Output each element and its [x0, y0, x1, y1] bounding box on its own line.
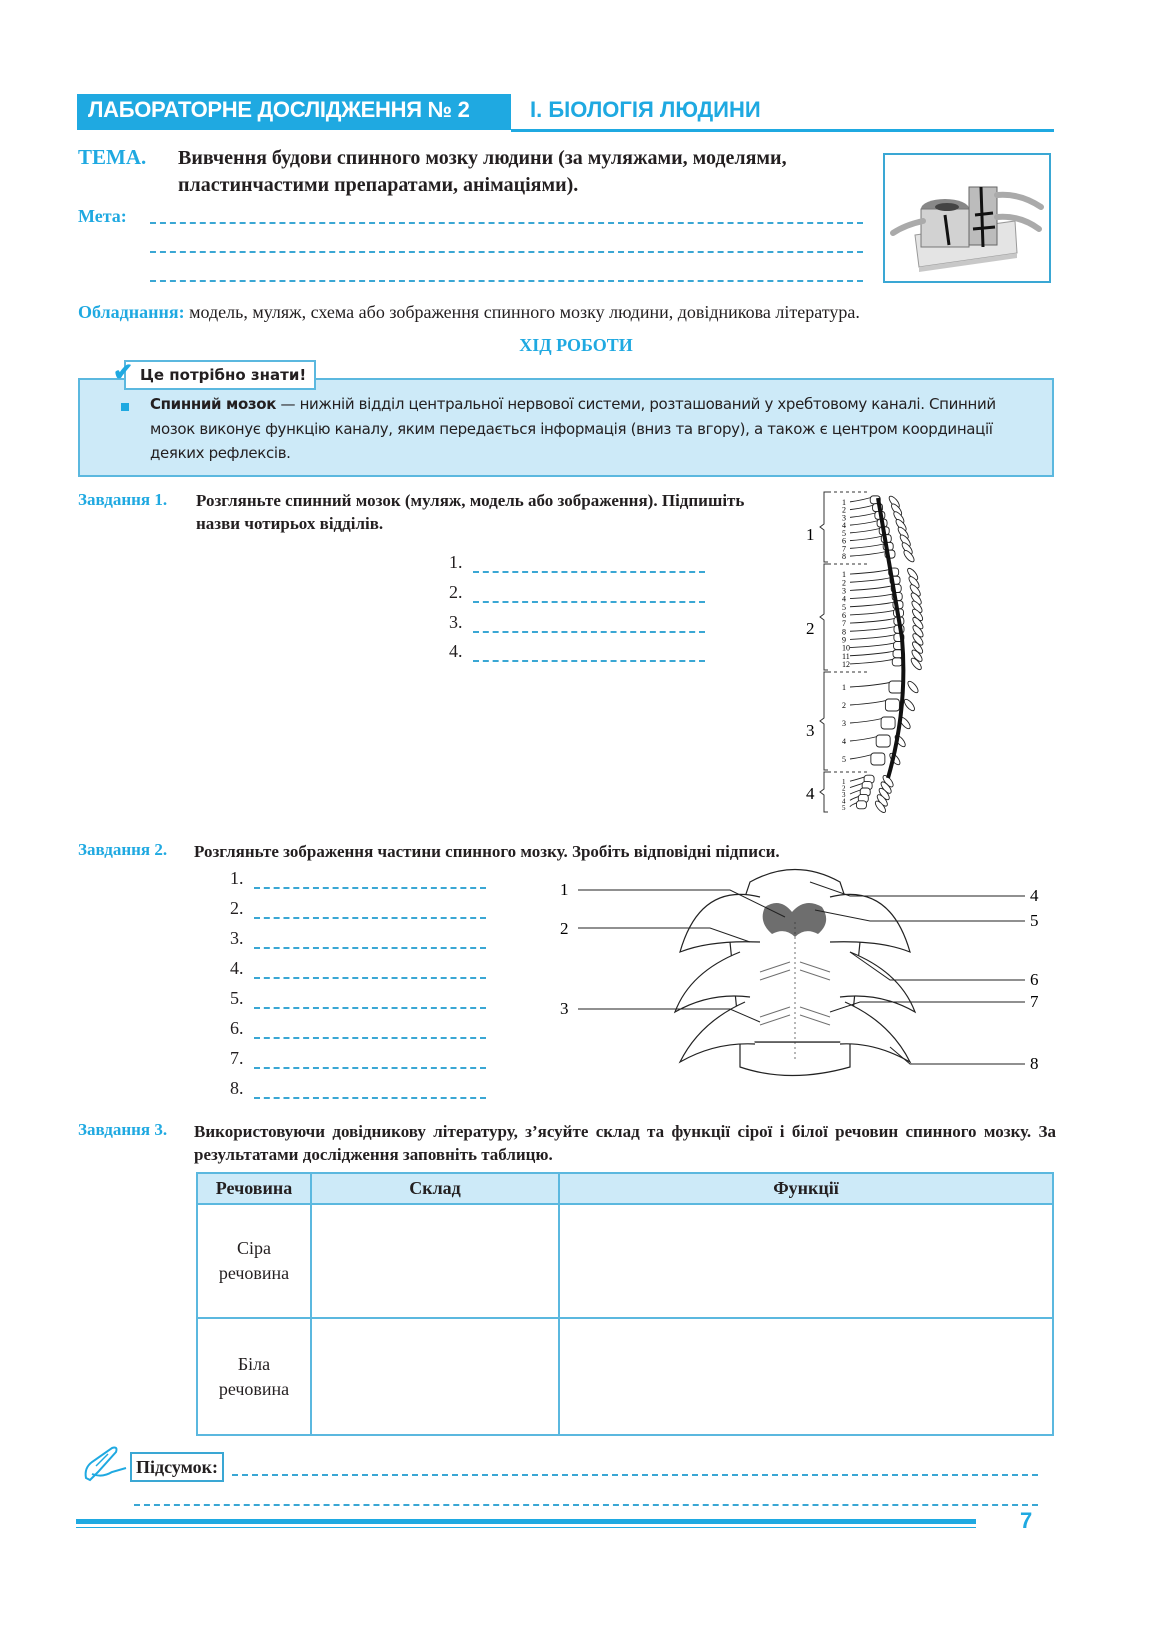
- summary-input-line-1[interactable]: [232, 1474, 1038, 1476]
- segment-number: 4: [842, 521, 846, 531]
- task3-label: Завдання 3.: [78, 1120, 168, 1139]
- goal-input-line-1[interactable]: [150, 222, 863, 224]
- answer-line[interactable]: [254, 1025, 486, 1039]
- figure-label-1: 1: [560, 880, 569, 899]
- header-substance: Речовина: [197, 1173, 311, 1204]
- answer-line[interactable]: [473, 589, 705, 603]
- lab-title: ЛАБОРАТОРНЕ ДОСЛІДЖЕННЯ № 2: [88, 97, 470, 122]
- info-definition: — нижній відділ центральної нервової системи, розташований у хребтовому каналі. Спинний мозок виконує функцію каналу, яким передається інформація (вниз та вгору), а також є центром координації деяких рефлексів.: [150, 395, 996, 462]
- answer-line[interactable]: [473, 559, 705, 573]
- figure-label-4: 4: [1030, 886, 1039, 905]
- writing-hand-icon: [82, 1444, 130, 1484]
- figure-label-6: 6: [1030, 970, 1039, 989]
- figure-label-7: 7: [1030, 992, 1039, 1011]
- segment-number: 3: [842, 791, 846, 799]
- vertebra: [892, 658, 902, 666]
- spinal-nerve: [850, 601, 899, 607]
- section-bracket: [820, 672, 828, 770]
- goal-input-line-2[interactable]: [150, 251, 863, 253]
- footer-rule-thin: [76, 1527, 976, 1528]
- segment-number: 2: [842, 505, 846, 515]
- summary-input-line-2[interactable]: [134, 1504, 1038, 1506]
- answer-number: 4.: [230, 958, 244, 978]
- spinal-nerve: [850, 568, 895, 574]
- info-tab: Це потрібно знати!: [124, 360, 316, 390]
- cell-composition[interactable]: [311, 1204, 559, 1318]
- answer-number: 2.: [230, 898, 244, 918]
- segment-number: 6: [842, 610, 846, 620]
- vertebra: [856, 801, 866, 809]
- spinal-nerve: [850, 658, 898, 664]
- spinal-nerve: [850, 650, 899, 656]
- spinal-nerve: [850, 617, 900, 623]
- vertebra: [876, 735, 890, 747]
- spinal-nerve: [850, 625, 900, 631]
- spinal-nerve: [850, 584, 897, 590]
- figure-label-8: 8: [1030, 1054, 1039, 1073]
- spinal-nerve: [850, 642, 900, 648]
- answer-line[interactable]: [254, 935, 486, 949]
- segment-number: 2: [842, 578, 846, 588]
- footer-rule: [76, 1519, 976, 1524]
- spine-body: [842, 495, 925, 815]
- answer-number: 3.: [230, 928, 244, 948]
- vertebra: [885, 699, 899, 711]
- answer-number: 6.: [230, 1018, 244, 1038]
- section-bracket: [820, 492, 828, 562]
- cell-substance: Біла речовина: [197, 1318, 311, 1435]
- task1-label: Завдання 1.: [78, 490, 168, 509]
- segment-number: 5: [842, 803, 846, 812]
- checkmark-icon: ✔: [113, 360, 134, 386]
- segment-number: 6: [842, 536, 846, 546]
- info-term: Спинний мозок: [150, 395, 277, 413]
- segment-number: 8: [842, 552, 846, 562]
- task1-answer-2[interactable]: 2.: [449, 582, 705, 603]
- task1-answer-3[interactable]: 3.: [449, 612, 705, 633]
- task1-answer-4[interactable]: 4.: [449, 641, 705, 662]
- segment-number: 4: [842, 797, 846, 806]
- section-label-2: 2: [806, 619, 815, 638]
- segment-number: 7: [842, 619, 846, 629]
- section-label-3: 3: [806, 721, 815, 740]
- answer-line[interactable]: [254, 995, 486, 1009]
- segment-number: 5: [842, 528, 846, 538]
- header-rule: [511, 129, 1054, 132]
- cell-functions[interactable]: [559, 1318, 1053, 1435]
- spine-sections-figure: [790, 488, 960, 818]
- answer-line[interactable]: [254, 1085, 486, 1099]
- spinous-process: [906, 680, 920, 695]
- spinal-nerve: [850, 633, 900, 639]
- answer-number: 7.: [230, 1048, 244, 1068]
- figure-label-3: 3: [560, 999, 569, 1018]
- spinal-nerve: [850, 593, 898, 599]
- table-header-row: [197, 1173, 1053, 1204]
- header-composition: Склад: [311, 1173, 559, 1204]
- answer-number: 1.: [230, 868, 244, 888]
- equipment-label: Обладнання:: [78, 302, 185, 322]
- segment-number: 5: [842, 755, 846, 764]
- segment-number: 3: [842, 513, 846, 523]
- task2-answer-6[interactable]: [230, 1018, 486, 1039]
- task2-answer-3[interactable]: [230, 928, 486, 949]
- section-label-1: 1: [806, 525, 815, 544]
- segment-number: 4: [842, 594, 846, 604]
- section-label-4: 4: [806, 784, 815, 803]
- task2-text: Розгляньте зображення частини спинного мозку. Зробіть відповідні підписи.: [194, 842, 780, 861]
- segment-number: 8: [842, 627, 846, 637]
- answer-number: 5.: [230, 988, 244, 1008]
- spinal-cord-model-illustration: [885, 155, 1049, 281]
- bullet-icon: [121, 403, 129, 411]
- spinal-cord-model-photo: [883, 153, 1051, 283]
- answer-line[interactable]: [473, 619, 705, 633]
- table-row: [197, 1318, 1053, 1435]
- segment-number: 11: [842, 651, 850, 661]
- header-functions: Функції: [559, 1173, 1053, 1204]
- answer-line[interactable]: [254, 965, 486, 979]
- cell-functions[interactable]: [559, 1204, 1053, 1318]
- answer-line[interactable]: [254, 905, 486, 919]
- task2-answer-2[interactable]: [230, 898, 486, 919]
- equipment-line: [78, 302, 860, 323]
- segment-number: 1: [842, 497, 846, 507]
- segment-number: 3: [842, 719, 846, 728]
- spinal-nerve: [850, 576, 896, 582]
- spinal-nerve: [850, 609, 900, 615]
- section-title: І. БІОЛОГІЯ ЛЮДИНИ: [530, 97, 761, 122]
- equipment-text: модель, муляж, схема або зображення спинного мозку людини, довідникова література.: [184, 302, 860, 322]
- goal-input-line-3[interactable]: [150, 280, 863, 282]
- segment-number: 3: [842, 586, 846, 596]
- task2-answer-4[interactable]: [230, 958, 486, 979]
- section-bracket: [820, 564, 828, 670]
- segment-number: 10: [842, 643, 850, 653]
- task3-text: Використовуючи довідникову літературу, з’ясуйте склад та функції сірої і білої речовин спинного мозку. За результатами дослідження заповніть таблицю.: [194, 1122, 1056, 1164]
- segment-number: 1: [842, 778, 846, 787]
- cell-substance: Сіра речовина: [197, 1204, 311, 1318]
- figure-label-2: 2: [560, 919, 569, 938]
- task1-text: Розгляньте спинний мозок (муляж, модель або зображення). Підпишіть назви чотирьох відділів.: [196, 491, 745, 533]
- answer-line[interactable]: [254, 875, 486, 889]
- segment-number: 4: [842, 737, 846, 746]
- answer-line[interactable]: [254, 1055, 486, 1069]
- answer-number: 8.: [230, 1078, 244, 1098]
- spinal-cord-segment-figure: [560, 862, 1050, 1082]
- summary-label: Підсумок:: [130, 1452, 224, 1482]
- task2-answer-8[interactable]: [230, 1078, 486, 1099]
- segment-number: 7: [842, 544, 846, 554]
- info-text: [150, 392, 1045, 466]
- spinous-process: [903, 698, 917, 713]
- task2-label: Завдання 2.: [78, 840, 168, 859]
- topic-label: ТЕМА.: [78, 145, 147, 169]
- results-table: [196, 1172, 1054, 1436]
- cell-composition[interactable]: [311, 1318, 559, 1435]
- task2-answer-7[interactable]: [230, 1048, 486, 1069]
- section-bracket: [820, 772, 828, 812]
- segment-number: 9: [842, 635, 846, 645]
- vertebra: [881, 717, 895, 729]
- segment-number: 1: [842, 683, 846, 692]
- topic-text: Вивчення будови спинного мозку людини (за муляжами, моделями, пластинчастими препаратами, анімаціями).: [178, 147, 787, 196]
- figure-label-5: 5: [1030, 911, 1039, 930]
- vertebra: [871, 753, 885, 765]
- spinal-nerve: [850, 681, 895, 687]
- segment-number: 1: [842, 570, 846, 580]
- answer-line[interactable]: [473, 648, 705, 662]
- segment-number: 2: [842, 701, 846, 710]
- segment-number: 2: [842, 784, 846, 793]
- task1-answer-1[interactable]: 1.: [449, 552, 705, 573]
- page-number: 7: [1020, 1508, 1033, 1533]
- table-row: [197, 1204, 1053, 1318]
- procedure-title: ХІД РОБОТИ: [519, 335, 633, 355]
- task2-answer-5[interactable]: [230, 988, 486, 1009]
- goal-label: Мета:: [78, 206, 127, 226]
- segment-number: 12: [842, 659, 850, 669]
- task2-answer-1[interactable]: [230, 868, 486, 889]
- segment-number: 5: [842, 602, 846, 612]
